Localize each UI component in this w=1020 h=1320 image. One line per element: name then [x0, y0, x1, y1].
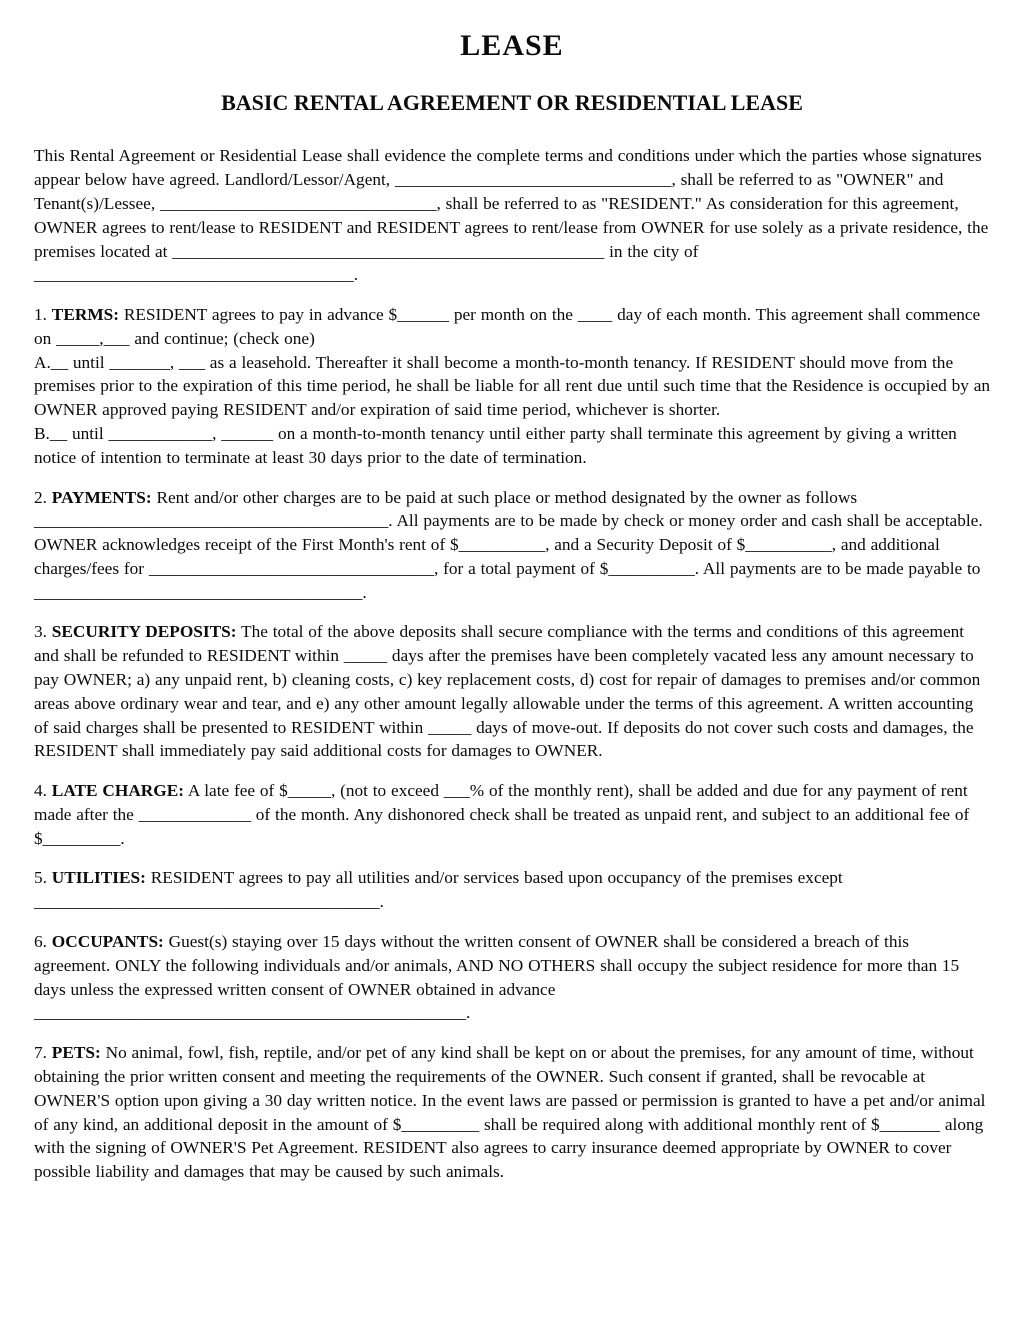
section-terms-clause-a: A.__ until _______, ___ as a leasehold. Thereafter it shall become a month-to-month tenancy. If RESIDENT should move from the premises prior to the expiration of this time period, he shall be liable for all rent due until such time that the Residence is occupied by an OWNER approved paying RESIDENT and/or expiration of said time period, whichever is shorter. [34, 352, 991, 420]
section-terms-number: 1. [34, 305, 47, 325]
section-payments-heading: PAYMENTS: [51, 487, 152, 507]
section-terms-text: RESIDENT agrees to pay in advance $______ per month on the ____ day of each month. This agreement shall commence on _____,___ and continue; (check one) [34, 305, 981, 348]
document-subtitle: BASIC RENTAL AGREEMENT OR RESIDENTIAL LEASE [221, 90, 803, 115]
section-occupants-number: 6. [34, 932, 47, 952]
section-payments-number: 2. [34, 487, 47, 507]
section-security-deposits-number: 3. [34, 622, 47, 642]
section-late-charge-heading: LATE CHARGE: [51, 781, 184, 801]
section-security-deposits [34, 620, 990, 763]
section-terms-heading: TERMS: [51, 305, 120, 325]
section-utilities-text: RESIDENT agrees to pay all utilities and/or services based upon occupancy of the premises except ________________________________________. [34, 868, 843, 912]
section-utilities-heading: UTILITIES: [51, 868, 146, 888]
section-terms-body [34, 303, 990, 351]
section-occupants-heading: OCCUPANTS: [51, 932, 164, 952]
section-late-charge [34, 779, 990, 850]
section-late-charge-text: A late fee of $_____, (not to exceed ___% of the monthly rent), shall be added and due for any payment of rent made after the _____________ of the month. Any dishonored check shall be treated as unpaid rent, and subject to an additional fee of $_________. [34, 781, 970, 848]
section-security-deposits-heading: SECURITY DEPOSITS: [51, 622, 237, 642]
document-title: LEASE [460, 29, 564, 62]
intro-paragraph: This Rental Agreement or Residential Lease shall evidence the complete terms and conditions under which the parties whose signatures appear below have agreed. Landlord/Lessor/Agent, ________________________________, shall be referred to as "OWNER" and Tenant(s)/Lessee, ________________________________, shall be referred to as "RESIDENT." As consideration for this agreement, OWNER agrees to rent/lease to RESIDENT and RESIDENT agrees to rent/lease from OWNER for use solely as a private residence, the premises located at __________________________________________________ in the city of _____________________________________. [34, 146, 989, 285]
section-utilities-number: 5. [34, 868, 47, 888]
section-payments [34, 486, 990, 605]
section-payments-text: Rent and/or other charges are to be paid at such place or method designated by the owner as follows _________________________________________. All payments are to be made by check or money order and cash shall be acceptable. OWNER acknowledges receipt of the First Month's rent of $__________, and a Security Deposit of $__________, and additional charges/fees for _________________________________, for a total payment of $__________. All payments are to be made payable to ______________________________________. [34, 487, 983, 602]
section-security-deposits-text: The total of the above deposits shall secure compliance with the terms and conditions of this agreement and shall be refunded to RESIDENT within _____ days after the premises have been completely vacated less any amount necessary to pay OWNER; a) any unpaid rent, b) cleaning costs, c) key replacement costs, d) cost for repair of damages to premises and/or common areas above ordinary wear and tear, and e) any other amount legally allowable under the terms of this agreement. A written accounting of said charges shall be presented to RESIDENT within _____ days of move-out. If deposits do not cover such costs and damages, the RESIDENT shall immediately pay said additional costs for damages to OWNER. [34, 622, 981, 761]
section-pets-number: 7. [34, 1043, 47, 1063]
section-occupants [34, 930, 990, 1025]
section-pets-text: No animal, fowl, fish, reptile, and/or pet of any kind shall be kept on or about the premises, for any amount of time, without obtaining the prior written consent and meeting the requirements of the OWNER. Such consent if granted, shall be revocable at OWNER'S option upon giving a 30 day written notice. In the event laws are passed or permission is granted to have a pet and/or animal of any kind, an additional deposit in the amount of $_________ shall be required along with additional monthly rent of $_______ along with the signing of OWNER'S Pet Agreement. RESIDENT also agrees to carry insurance deemed appropriate by OWNER to cover possible liability and damages that may be caused by such animals. [34, 1043, 986, 1182]
section-occupants-text: Guest(s) staying over 15 days without the written consent of OWNER shall be considered a breach of this agreement. ONLY the following individuals and/or animals, AND NO OTHERS shall occupy the subject residence for more than 15 days unless the expressed written consent of OWNER obtained in advance __________________________________________________. [34, 932, 960, 1023]
section-pets-heading: PETS: [51, 1043, 101, 1063]
section-terms-clause-b: B.__ until ____________, ______ on a month-to-month tenancy until either party shall terminate this agreement by giving a written notice of intention to terminate at least 30 days prior to the date of termination. [34, 423, 957, 467]
section-utilities [34, 866, 990, 914]
section-terms [34, 303, 990, 469]
section-pets [34, 1041, 990, 1184]
section-late-charge-number: 4. [34, 781, 47, 801]
